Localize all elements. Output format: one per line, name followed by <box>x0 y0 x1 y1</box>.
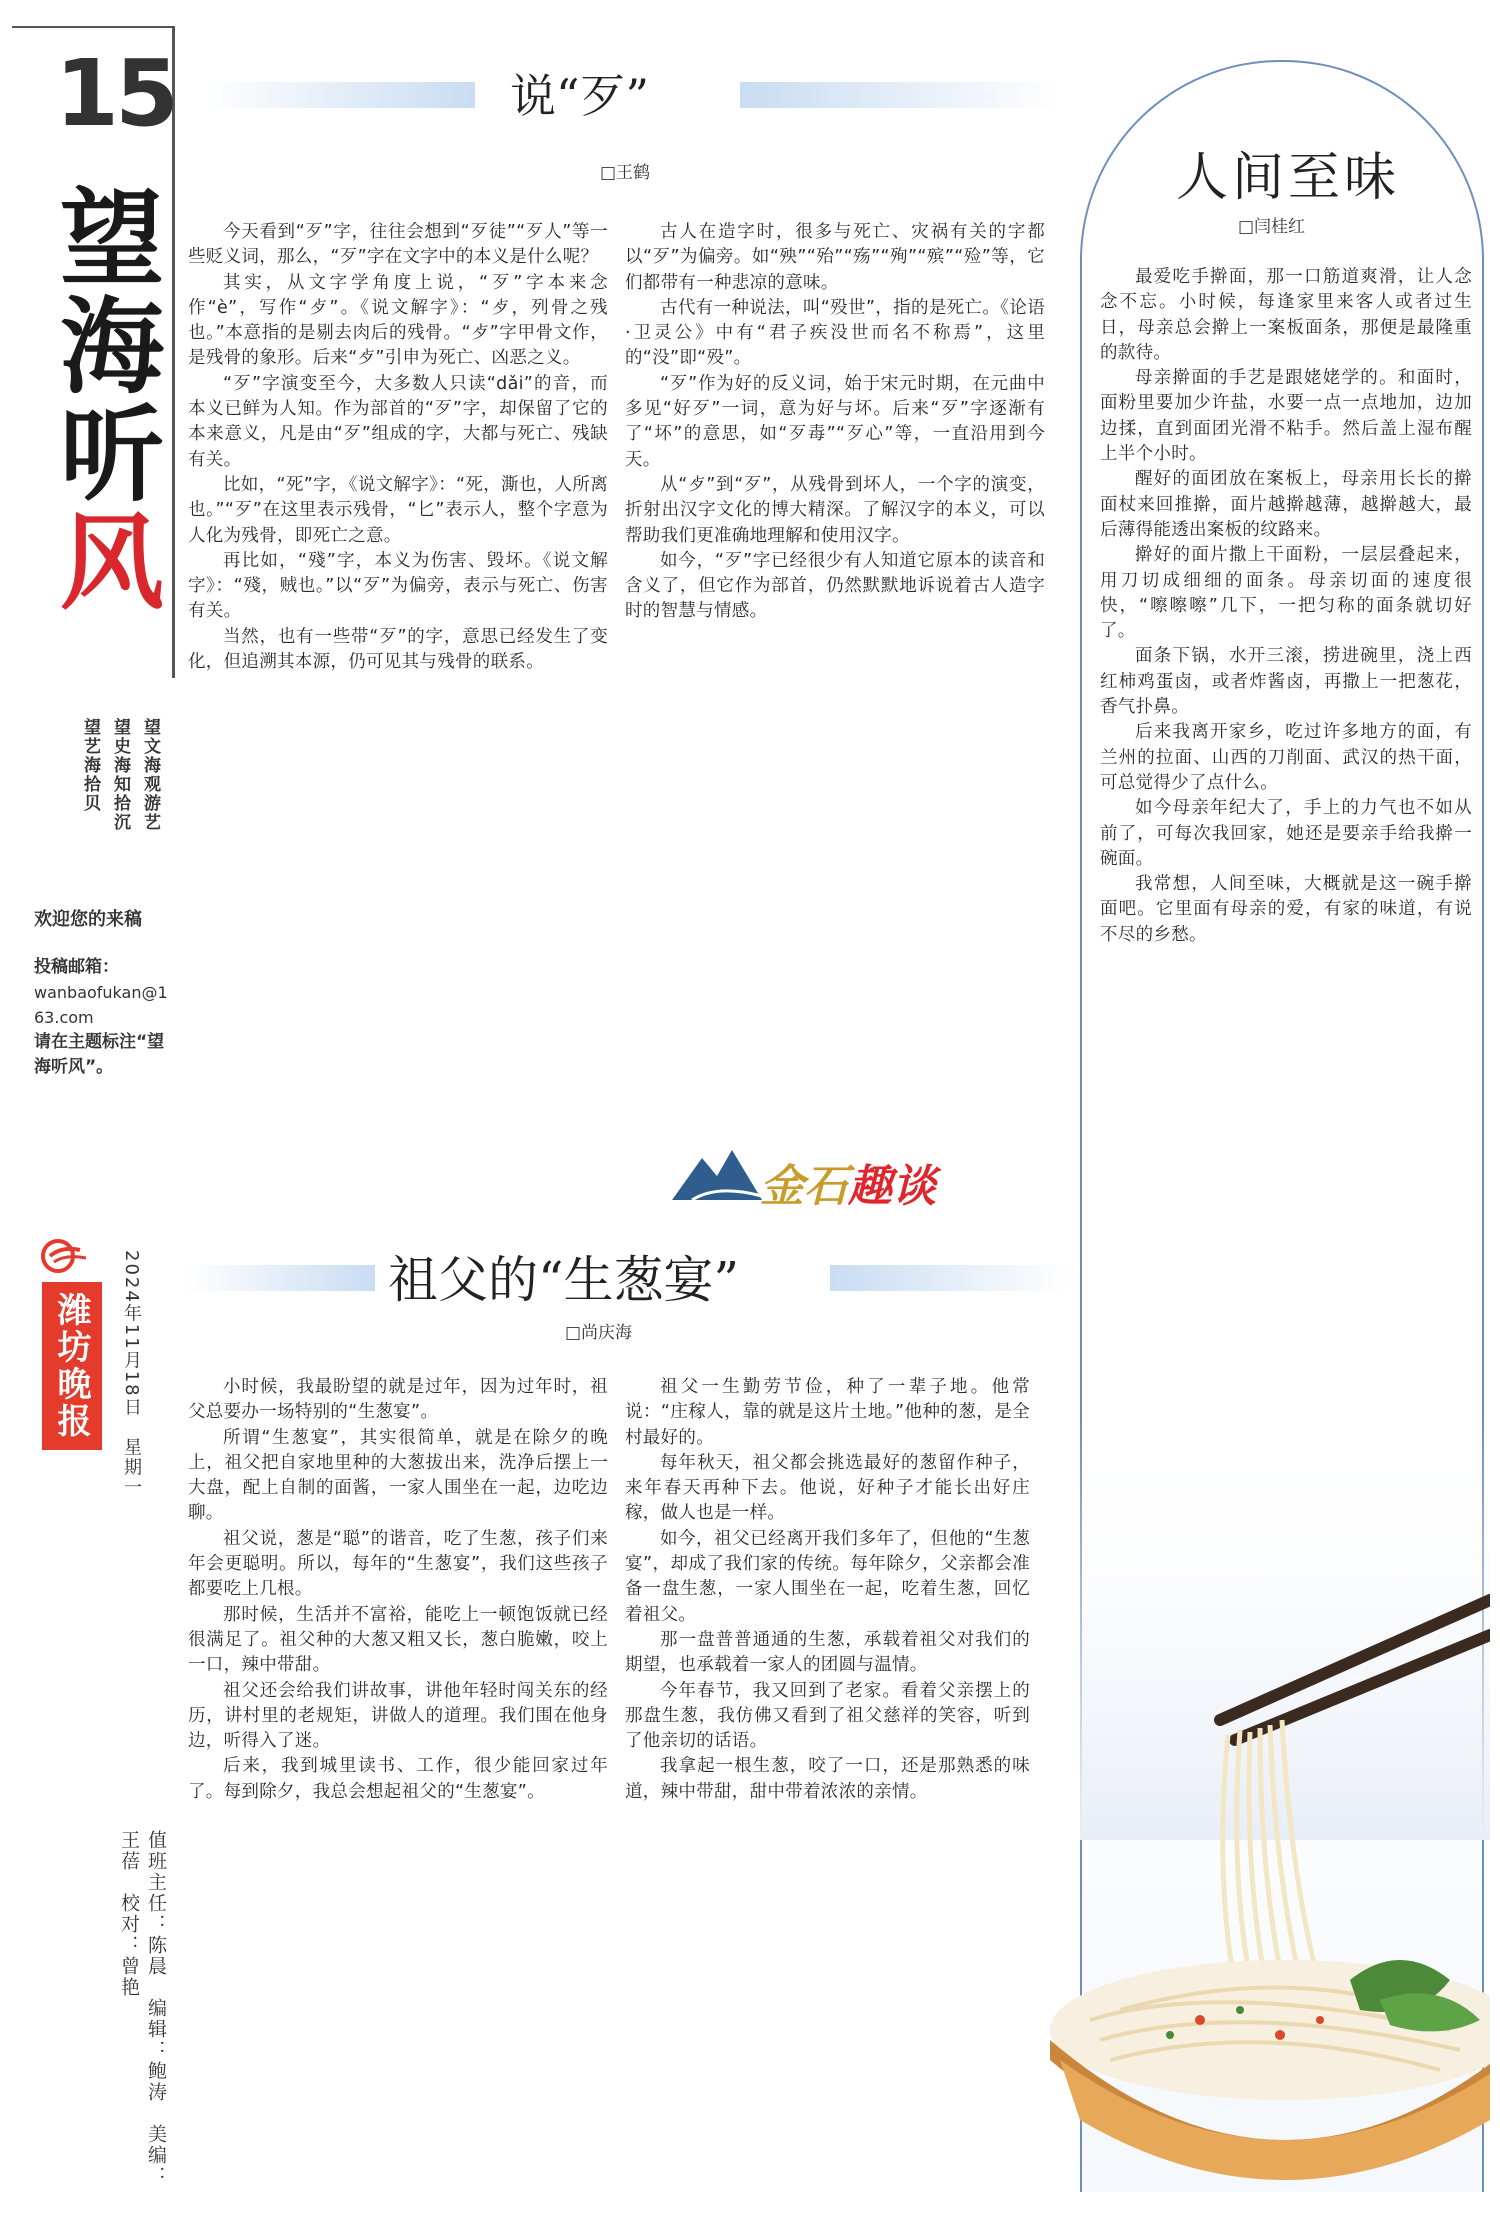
mountain-icon <box>672 1140 762 1205</box>
column-title-char: 听 <box>60 393 165 516</box>
article-title: 说“歹” <box>510 69 650 123</box>
paragraph: 我常想，人间至味，大概就是这一碗手擀面吧。它里面有母亲的爱，有家的味道，有说不尽的乡愁。 <box>1100 874 1472 945</box>
noodle-bowl-icon <box>1020 1420 1490 2210</box>
paragraph: 今年春节，我又回到了老家。看着父亲摆上的那盘生葱，我仿佛又看到了祖父慈祥的笑容，听到了他亲切的话语。 <box>625 1680 1030 1752</box>
paragraph: 其实，从文字学角度上说，“歹”字本来念作“è”，写作“歺”。《说文解字》：“歺，列骨之残也。”本意指的是剔去肉后的残骨。“歺”字甲骨文作，是残骨的象形。后来“歺”引申为死亡、凶恶之义。 <box>188 272 608 369</box>
paragraph: 比如，“死”字，《说文解字》：“死，澌也，人所离也。”“歹”在这里表示残骨，“匕”表示人，整个字意为人化为残骨，即死亡之意。 <box>188 474 608 546</box>
paragraph: 今天看到“歹”字，往往会想到“歹徒”“歹人”等一些贬义词，那么，“歹”字在文字中的本义是什么呢？ <box>188 222 608 268</box>
article-byline: □尚庆海 <box>565 1323 633 1343</box>
paragraph: 古人在造字时，很多与死亡、灾祸有关的字都以“歹”为偏旁。如“殃”“殆”“殇”“殉”“殡”“殓”等，它们都带有一种悲凉的意味。 <box>625 222 1045 293</box>
article-title: 祖父的“生葱宴” <box>388 1251 740 1309</box>
paragraph: 再比如，“殘”字，本义为伤害、毁坏。《说文解字》：“殘，贼也。”以“歹”为偏旁，表示与死亡、伤害有关。 <box>188 550 608 622</box>
motto: 望艺海拾贝 <box>80 718 100 813</box>
welcome-text: 欢迎您的来稿 <box>34 909 142 930</box>
editorial-credits: 值班主任：陈晨 编辑：鲍涛 美编：王蓓 校对：曾艳 <box>118 1830 167 2187</box>
article-column <box>188 1375 608 2195</box>
newspaper-logo-icon <box>40 1238 104 1274</box>
paragraph: 古代有一种说法，叫“殁世”，指的是死亡。《论语·卫灵公》中有“君子疾没世而名不称焉”，这里的“没”即“殁”。 <box>625 297 1045 369</box>
paragraph: 那时候，生活并不富裕，能吃上一顿饱饭就已经很满足了。祖父种的大葱又粗又长，葱白脆嫩，咬上一口，辣中带甜。 <box>188 1604 608 1676</box>
paragraph: 当然，也有一些带“歹”的字，意思已经发生了变化，但追溯其本源，仍可见其与残骨的联系。 <box>188 626 608 673</box>
paragraph: “歹”作为好的反义词，始于宋元时期，在元曲中多见“好歹”一词，意为好与坏。后来“歹”字逐渐有了“坏”的意思，如“歹毒”“歹心”等，一直沿用到今天。 <box>625 373 1045 470</box>
contribution-note: 请在主题标注“望海听风”。 <box>34 1032 165 1077</box>
title-bar-right <box>830 1265 1070 1291</box>
issue-date: 2024年11月18日 星期一 <box>121 1250 142 1498</box>
motto: 望文海观游艺 <box>140 718 160 832</box>
contribution-box <box>34 955 174 1080</box>
title-bar-right <box>740 82 1060 108</box>
article-column <box>625 1375 1030 2195</box>
column-title-char: 风 <box>60 501 165 624</box>
column-title-char: 望 <box>60 177 165 300</box>
paragraph: 那一盘普普通通的生葱，承载着祖父对我们的期望，也承载着一家人的团圆与温情。 <box>625 1629 1030 1676</box>
page-number: 15 <box>55 40 176 147</box>
title-bar-left <box>185 1265 375 1291</box>
paragraph: 所谓“生葱宴”，其实很简单，就是在除夕的晚上，祖父把自家地里种的大葱拔出来，洗净后摆上一大盘，配上自制的面酱，一家人围坐在一起，边吃边聊。 <box>188 1427 608 1524</box>
article-byline: □王鹤 <box>600 163 651 183</box>
paragraph: 后来，我到城里读书、工作，很少能回家过年了。每到除夕，我总会想起祖父的“生葱宴”。 <box>188 1756 608 1802</box>
contribution-email[interactable]: wanbaofukan@163.com <box>34 983 168 1027</box>
article-column <box>625 220 1045 1100</box>
article-title: 人间至味 <box>1176 148 1401 208</box>
paragraph: 最爱吃手擀面，那一口筋道爽滑，让人念念不忘。小时候，每逢家里来客人或者过生日，母亲总会擀上一案板面条，那便是最隆重的款待。 <box>1100 267 1472 363</box>
column-logo <box>760 1150 936 1214</box>
motto: 望史海知拾沉 <box>110 718 130 832</box>
paragraph: 如今母亲年纪大了，手上的力气也不如从前了，可每次我回家，她还是要亲手给我擀一碗面。 <box>1100 798 1472 869</box>
paragraph: 从“歺”到“歹”，从残骨到坏人，一个字的演变，折射出汉字文化的博大精深。了解汉字的本义，可以帮助我们更准确地理解和使用汉字。 <box>625 474 1045 546</box>
article-column <box>188 220 608 1210</box>
paragraph: 醒好的面团放在案板上，母亲用长长的擀面杖来回推擀，面片越擀越薄，越擀越大，最后薄得能透出案板的纹路来。 <box>1100 469 1472 540</box>
paragraph: 我拿起一根生葱，咬了一口，还是那熟悉的味道，辣中带甜，甜中带着浓浓的亲情。 <box>625 1756 1030 1802</box>
paragraph: 祖父说，葱是“聪”的谐音，吃了生葱，孩子们来年会更聪明。所以，每年的“生葱宴”，我们这些孩子都要吃上几根。 <box>188 1528 608 1600</box>
mottos <box>38 718 163 888</box>
paragraph: 如今，“歹”字已经很少有人知道它原本的读音和含义了，但它作为部首，仍然默默地诉说着古人造字时的智慧与情感。 <box>625 550 1045 622</box>
column-title-char: 海 <box>60 285 165 408</box>
paragraph: “歹”字演变至今，大多数人只读“dǎi”的音，而本义已鲜为人知。作为部首的“歹”字，却保留了它的本来意义，凡是由“歹”组成的字，大都与死亡、残缺有关。 <box>188 373 608 470</box>
paragraph: 祖父还会给我们讲故事，讲他年轻时闯关东的经历，讲村里的老规矩，讲做人的道理。我们围在他身边，听得入了迷。 <box>188 1680 608 1752</box>
article-byline: □闫桂红 <box>1238 217 1306 237</box>
column-title <box>60 177 170 624</box>
paragraph: 母亲擀面的手艺是跟姥姥学的。和面时，面粉里要加少许盐，水要一点一点地加，边加边揉，直到面团光滑不粘手。然后盖上湿布醒上半个小时。 <box>1100 368 1472 465</box>
rail-top-line <box>12 26 175 28</box>
paragraph: 祖父一生勤劳节俭，种了一辈子地。他常说：“庄稼人，靠的就是这片土地。”他种的葱，是全村最好的。 <box>625 1377 1030 1448</box>
column-logo-part: 趣谈 <box>848 1161 936 1212</box>
title-bar-left <box>205 82 475 108</box>
paragraph: 如今，祖父已经离开我们多年了，但他的“生葱宴”，却成了我们家的传统。每年除夕，父亲都会准备一盘生葱，一家人围坐在一起，吃着生葱，回忆着祖父。 <box>625 1528 1030 1625</box>
column-logo-part: 金石 <box>760 1161 848 1212</box>
paragraph: 面条下锅，水开三滚，捞进碗里，浇上西红柿鸡蛋卤，或者炸酱卤，再撒上一把葱花，香气扑鼻。 <box>1100 646 1472 718</box>
newspaper-name: 潍坊晚报 <box>42 1282 102 1450</box>
paragraph: 小时候，我最盼望的就是过年，因为过年时，祖父总要办一场特别的“生葱宴”。 <box>188 1377 608 1423</box>
contribution-label: 投稿邮箱： <box>34 957 119 977</box>
paragraph: 每年秋天，祖父都会挑选最好的葱留作种子，来年春天再种下去。他说，好种子才能长出好庄稼，做人也是一样。 <box>625 1452 1030 1524</box>
article-column <box>1100 265 1472 1415</box>
paragraph: 后来我离开家乡，吃过许多地方的面，有兰州的拉面、山西的刀削面、武汉的热干面，可总觉得少了点什么。 <box>1100 722 1472 793</box>
paragraph: 擀好的面片撒上干面粉，一层层叠起来，用刀切成细细的面条。母亲切面的速度很快，“嚓嚓嚓”几下，一把匀称的面条就切好了。 <box>1100 545 1472 642</box>
